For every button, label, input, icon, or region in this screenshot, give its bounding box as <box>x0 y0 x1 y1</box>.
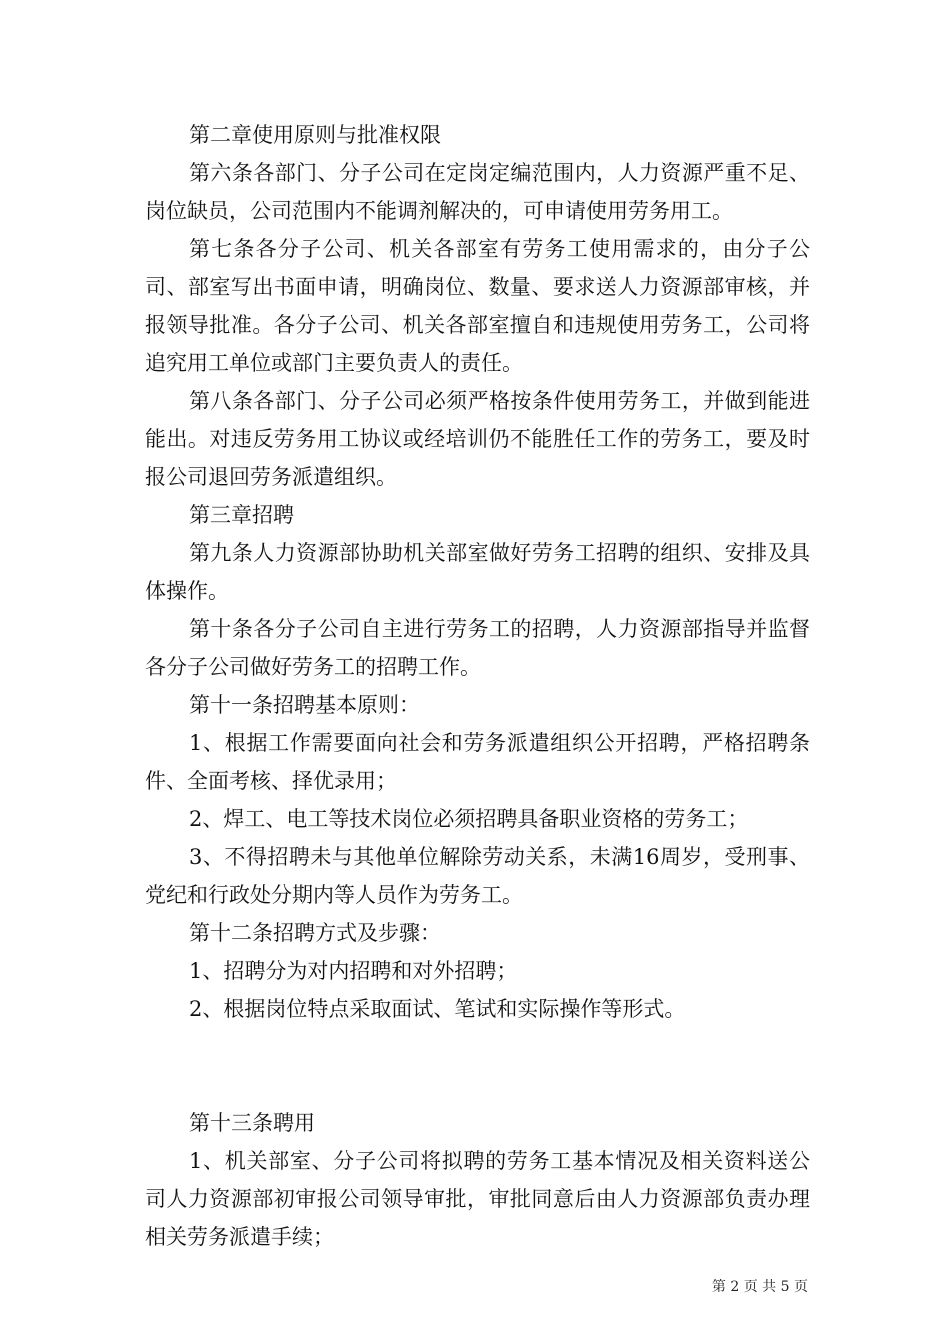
article-heading: 第十三条聘用 <box>189 1111 315 1135</box>
list-item: 1、根据工作需要面向社会和劳务派遣组织公开招聘，严格招聘条件、全面考核、择优录用； <box>145 731 810 793</box>
article-heading: 第十一条招聘基本原则： <box>189 693 420 717</box>
page-number: 第 2 页 共 5 页 <box>711 1279 808 1295</box>
list-item: 1、机关部室、分子公司将拟聘的劳务工基本情况及相关资料送公司人力资源部初审报公司领导审批，审批同意后由人力资源部负责办理相关劳务派遣手续； <box>145 1149 810 1249</box>
article-paragraph: 第九条人力资源部协助机关部室做好劳务工招聘的组织、安排及具体操作。 <box>145 541 810 603</box>
list-item: 2、焊工、电工等技术岗位必须招聘具备职业资格的劳务工； <box>189 807 749 831</box>
article-heading: 第十二条招聘方式及步骤： <box>189 921 441 945</box>
list-item: 3、不得招聘未与其他单位解除劳动关系，未满16周岁，受刑事、党纪和行政处分期内等人员作为劳务工。 <box>145 845 810 907</box>
article-paragraph: 第六条各部门、分子公司在定岗定编范围内，人力资源严重不足、岗位缺员，公司范围内不能调剂解决的，可申请使用劳务用工。 <box>145 161 810 223</box>
document-body <box>145 116 810 1256</box>
list-item: 1、招聘分为对内招聘和对外招聘； <box>189 959 518 983</box>
section-gap <box>145 1028 810 1104</box>
article-paragraph: 第十条各分子公司自主进行劳务工的招聘，人力资源部指导并监督各分子公司做好劳务工的招聘工作。 <box>145 617 810 679</box>
chapter-heading: 第二章使用原则与批准权限 <box>189 123 441 147</box>
list-item: 2、根据岗位特点采取面试、笔试和实际操作等形式。 <box>189 997 686 1021</box>
chapter-heading: 第三章招聘 <box>189 503 294 527</box>
article-paragraph: 第八条各部门、分子公司必须严格按条件使用劳务工，并做到能进能出。对违反劳务用工协议或经培训仍不能胜任工作的劳务工，要及时报公司退回劳务派遣组织。 <box>145 389 810 489</box>
article-paragraph: 第七条各分子公司、机关各部室有劳务工使用需求的，由分子公司、部室写出书面申请，明确岗位、数量、要求送人力资源部审核，并报领导批准。各分子公司、机关各部室擅自和违规使用劳务工，公司将追究用工单位或部门主要负责人的责任。 <box>145 237 810 375</box>
